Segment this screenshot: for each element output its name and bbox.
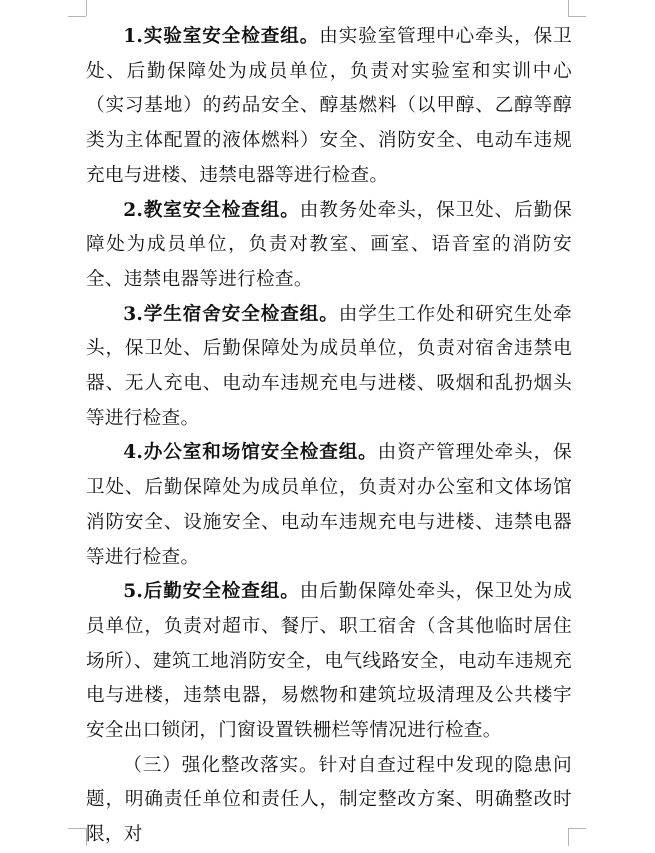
paragraph-text: 由资产管理处牵头，保卫处、后勤保障处为成员单位，负责对办公室和文体场馆消防安全、设施安全、电动车违规充电与进楼、违禁电器等进行检查。 — [86, 442, 572, 568]
paragraph-heading: 4.办公室和场馆安全检查组。 — [123, 442, 378, 464]
paragraph-heading: 2.教室安全检查组。 — [123, 199, 300, 221]
crop-mark-top-right — [568, 0, 569, 16]
paragraph-lab-inspection — [86, 20, 572, 194]
paragraph-text: 由教务处牵头，保卫处、后勤保障处为成员单位，负责对教室、画室、语音室的消防安全、违禁电器等进行检查。 — [86, 199, 572, 290]
paragraph-text: 针对自查过程中发现的隐患问题，明确责任单位和责任人，制定整改方案、明确整改时限，对 — [86, 754, 572, 846]
paragraph-text: 由实验室管理中心牵头，保卫处、后勤保障处为成员单位，负责对实验室和实训中心（实习基地）的药品安全、醇基燃料（以甲醇、乙醇等醇类为主体配置的液体燃料）安全、消防安全、电动车违规充电与进楼、违禁电器等进行检查。 — [86, 26, 572, 186]
paragraph-text: 由学生工作处和研究生处牵头，保卫处、后勤保障处为成员单位，负责对宿舍违禁电器、无人充电、电动车违规充电与进楼、吸烟和乱扔烟头等进行检查。 — [86, 303, 572, 429]
paragraph-logistics-inspection — [86, 575, 572, 749]
crop-mark-bottom-left — [68, 828, 86, 829]
paragraph-heading: 1.实验室安全检查组。 — [123, 26, 320, 47]
crop-mark-top-right — [568, 16, 586, 17]
document-body — [86, 20, 572, 853]
crop-mark-top-left — [68, 16, 86, 17]
paragraph-heading: （三）强化整改落实。 — [123, 754, 319, 776]
paragraph-classroom-inspection — [86, 194, 572, 298]
paragraph-heading: 5.后勤安全检查组。 — [123, 581, 300, 603]
paragraph-office-venue-inspection — [86, 436, 572, 575]
paragraph-dormitory-inspection — [86, 298, 572, 437]
paragraph-rectification — [86, 749, 572, 853]
paragraph-heading: 3.学生宿舍安全检查组。 — [123, 303, 339, 325]
crop-mark-top-left — [86, 0, 87, 16]
paragraph-text: 由后勤保障处牵头，保卫处为成员单位，负责对超市、餐厅、职工宿舍（含其他临时居住场所）、建筑工地消防安全，电气线路安全，电动车违规充电与进楼，违禁电器，易燃物和建筑垃圾清理及公共楼宇安全出口锁闭，门窗设置铁栅栏等情况进行检查。 — [86, 581, 572, 742]
